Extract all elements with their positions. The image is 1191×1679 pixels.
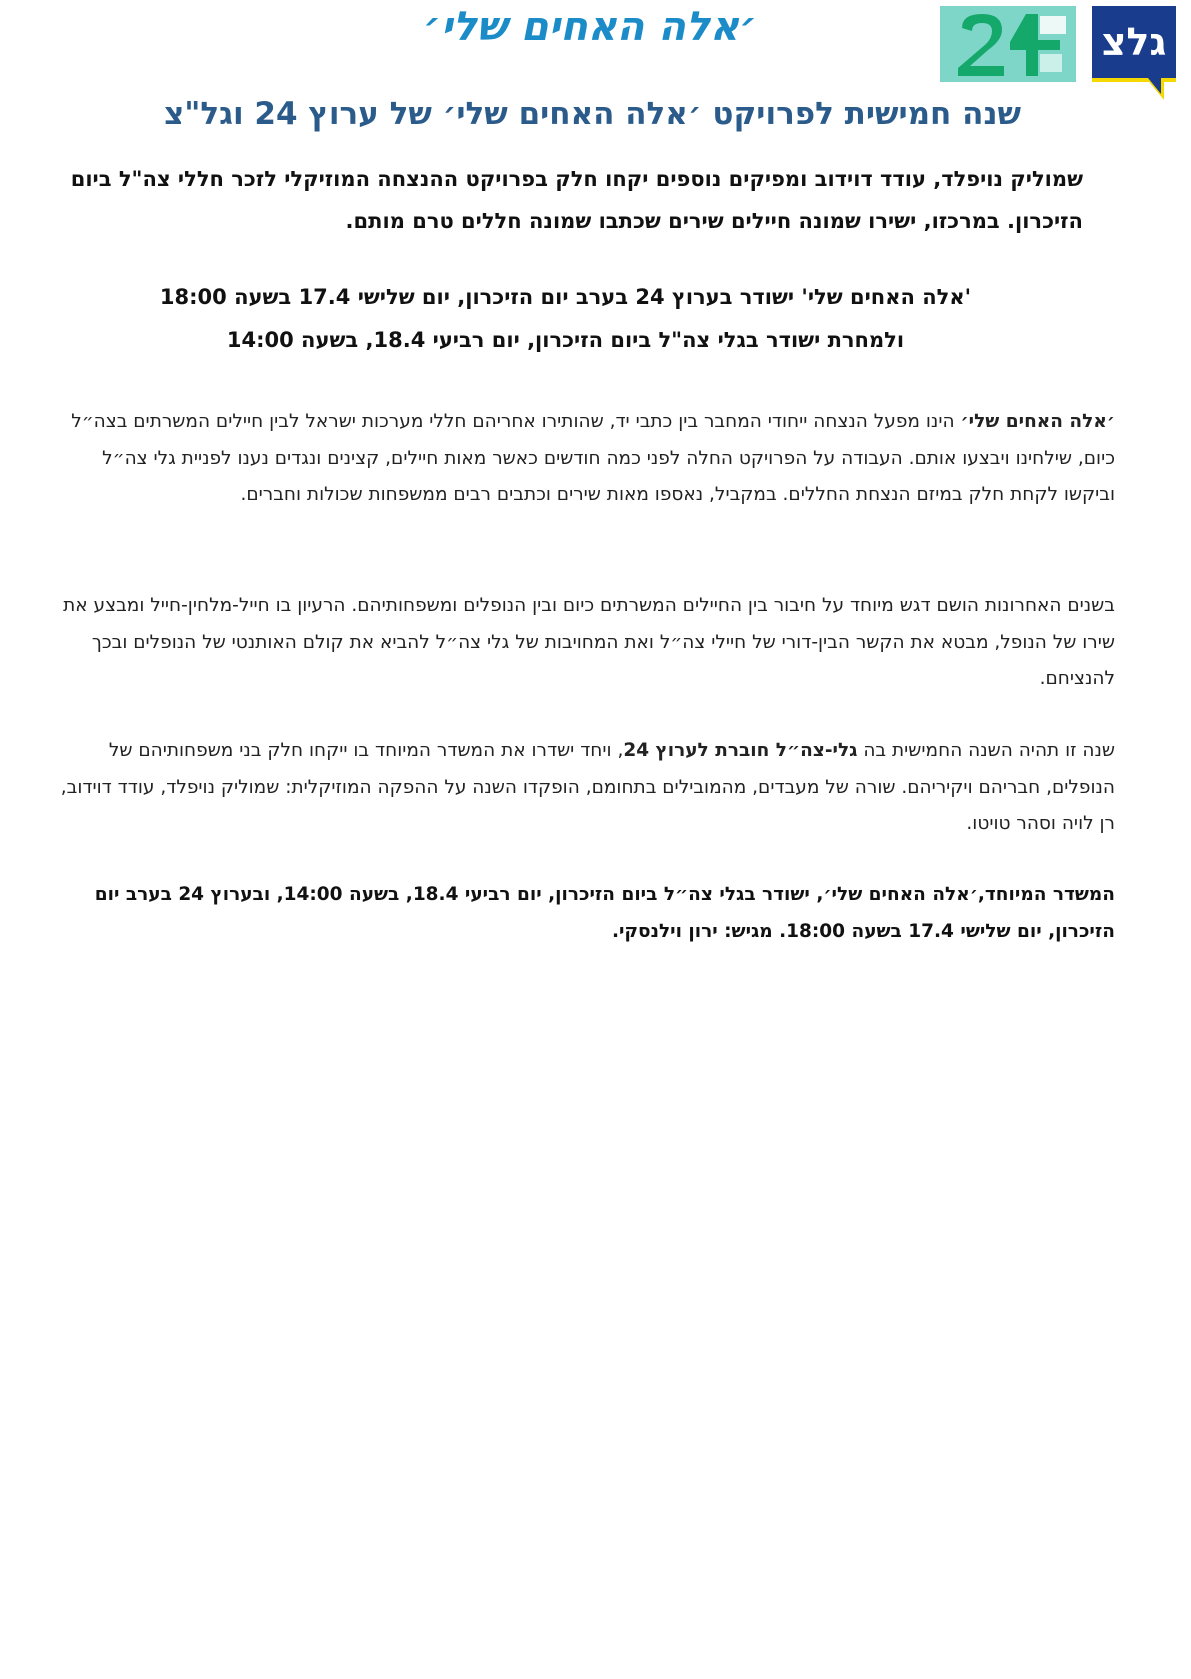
masthead-title: ׳אלה האחים שלי׳ — [423, 4, 757, 50]
project-name-bold: ׳אלה האחים שלי׳ — [960, 411, 1115, 432]
paragraph-fifth-year-before: שנה זו תהיה השנה החמישית בה — [857, 740, 1115, 761]
paragraph-fifth-year — [60, 733, 1115, 843]
page-title: שנה חמישית לפרויקט ׳אלה האחים שלי׳ של ערוץ 24 וגל"צ — [163, 96, 1021, 132]
broadcast-line-channel24: 'אלה האחים שלי' ישודר בערוץ 24 בערב יום הזיכרון, יום שלישי 17.4 בשעה 18:00 — [159, 285, 972, 309]
channel-24-logo-icon — [940, 6, 1076, 82]
broadcast-line-glz: ולמחרת ישודר בגלי צה"ל ביום הזיכרון, יום רביעי 18.4, בשעה 14:00 — [226, 328, 905, 352]
galatz-logo — [1092, 6, 1176, 82]
partnership-bold: גלי-צה״ל חוברת לערוץ 24 — [623, 740, 858, 761]
broadcast-schedule — [48, 276, 1083, 362]
paragraph-fifth-year-after: , ויחד ישדרו את המשדר המיוחד בו ייקחו חלק בני משפחותיהם של הנופלים, חבריהם ויקיריהם. שורה של מעבדים, מהמובילים בתחומם, הופקדו השנה על ההפקה המוזיקלית: שמוליק נויפלד, עודד דוידוב, רן לויה וסהר טויטו. — [60, 740, 1115, 834]
channel-24-logo — [940, 6, 1076, 82]
galatz-logo-tail-inner-icon — [1148, 78, 1161, 94]
galatz-logo-text: גלצ — [1101, 20, 1167, 64]
paragraph-intro-text: הינו מפעל הנצחה ייחודי המחבר בין כתבי יד, שהותירו אחריהם חללי מערכות ישראל לבין חיילים המשרתים בצה״ל כיום, שילחינו ויבצעו אותם. העבודה על הפרויקט החלה לפני כמה חודשים כאשר מאות חיילים, קצינים ונגדים נענו לפניית גלי צה״ל וביקשו לקחת חלק במיזם הנצחת החללים. במקביל, נאספו מאות שירים וכתבים רבים ממשפחות שכולות וחברים. — [71, 411, 1115, 505]
paragraph-broadcast-summary: המשדר המיוחד,׳אלה האחים שלי׳, ישודר בגלי צה״ל ביום הזיכרון, יום רביעי 18.4, בשעה 14:00, ובערוץ 24 בערב יום הזיכרון, יום שלישי 17.4 בשעה 18:00. מגיש: ירון וילנסקי. — [94, 884, 1115, 942]
paragraph-connection: בשנים האחרונות הושם דגש מיוחד על חיבור בין החיילים המשרתים כיום ובין הנופלים ומשפחותיהם. הרעיון בו חייל-מלחין-חייל ומבצע את שירו של הנופל, מבטא את הקשר הבין-דורי של חיילי צה״ל ואת המחויבות של גלי צה״ל להביא את קולם האותנטי של הנופלים ובכך להנציחם. — [63, 595, 1115, 689]
paragraph-intro — [60, 404, 1115, 514]
subtitle: שמוליק נויפלד, עודד דוידוב ומפיקים נוספים יקחו חלק בפרויקט ההנצחה המוזיקלי לזכר חללי צה"ל ביום הזיכרון. במרכזו, ישירו שמונה חיילים שירים שכתבו שמונה חללים טרם מותם. — [70, 167, 1083, 233]
